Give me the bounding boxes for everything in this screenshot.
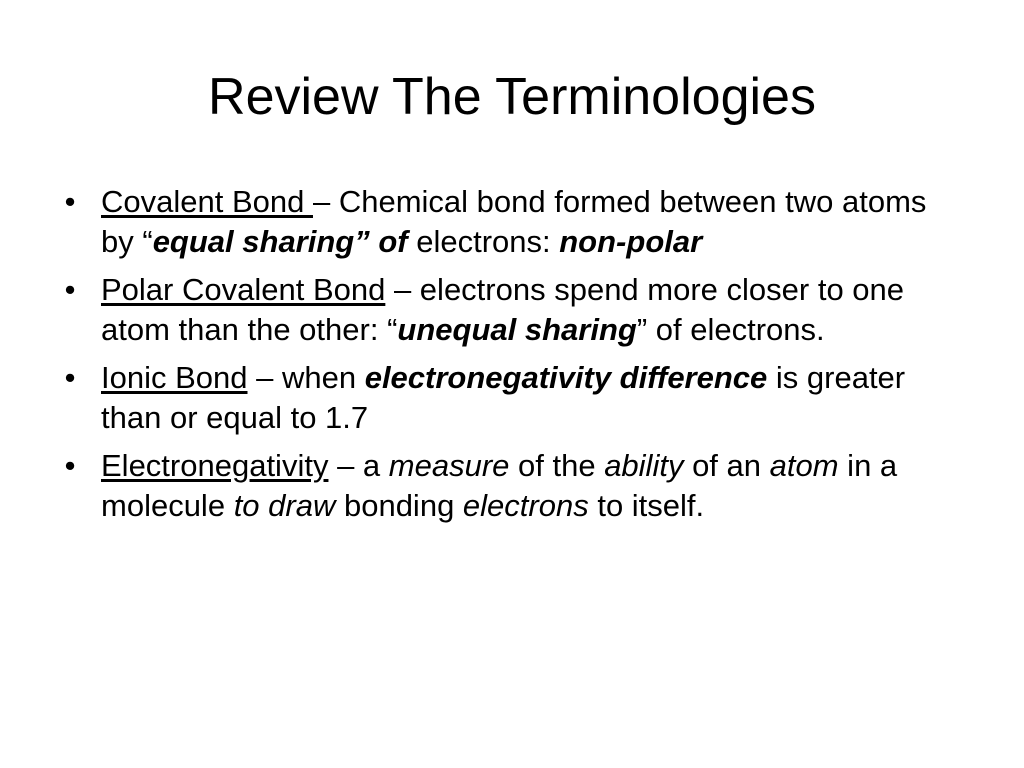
emphasis-text: to draw (233, 488, 336, 523)
emphasis-text: of (378, 224, 408, 259)
term-covalent-bond: Covalent Bond (101, 184, 313, 219)
definition-text: of the (509, 448, 605, 483)
definition-text: of an (683, 448, 770, 483)
bullet-icon: • (64, 360, 76, 395)
bullet-item-ionic-bond (60, 358, 965, 438)
definition-text: is greater than or equal to 1.7 (101, 360, 906, 435)
definition-text: – when (247, 360, 365, 395)
emphasis-text: atom (769, 448, 839, 483)
bullet-icon: • (64, 448, 76, 483)
definition-text: bonding (335, 488, 463, 523)
bullet-item-electronegativity (60, 446, 965, 526)
emphasis-text: measure (388, 448, 510, 483)
term-electronegativity: Electronegativity (101, 448, 329, 483)
definition-text: – a (328, 448, 389, 483)
emphasis-text: non-polar (559, 224, 703, 259)
bullet-item-covalent-bond (60, 182, 965, 262)
emphasis-text: unequal sharing (397, 312, 637, 347)
emphasis-text: equal sharing” (152, 224, 370, 259)
definition-text: – Chemical bond formed between two atoms by “ (101, 184, 927, 259)
slide-title: Review The Terminologies (208, 68, 816, 126)
definition-text: electrons: (407, 224, 560, 259)
bullet-icon: • (64, 272, 76, 307)
bullet-list (60, 182, 965, 534)
term-polar-covalent-bond: Polar Covalent Bond (101, 272, 386, 307)
emphasis-text: electronegativity difference (364, 360, 768, 395)
definition-text: to itself. (588, 488, 705, 523)
bullet-item-polar-covalent-bond (60, 270, 965, 350)
bullet-icon: • (64, 184, 76, 219)
emphasis-text: ability (604, 448, 684, 483)
definition-text: ” of electrons. (636, 312, 825, 347)
term-ionic-bond: Ionic Bond (101, 360, 248, 395)
definition-text: – electrons spend more closer to one atom than the other: “ (101, 272, 905, 347)
emphasis-text: electrons (462, 488, 589, 523)
definition-text: in a molecule (101, 448, 898, 523)
